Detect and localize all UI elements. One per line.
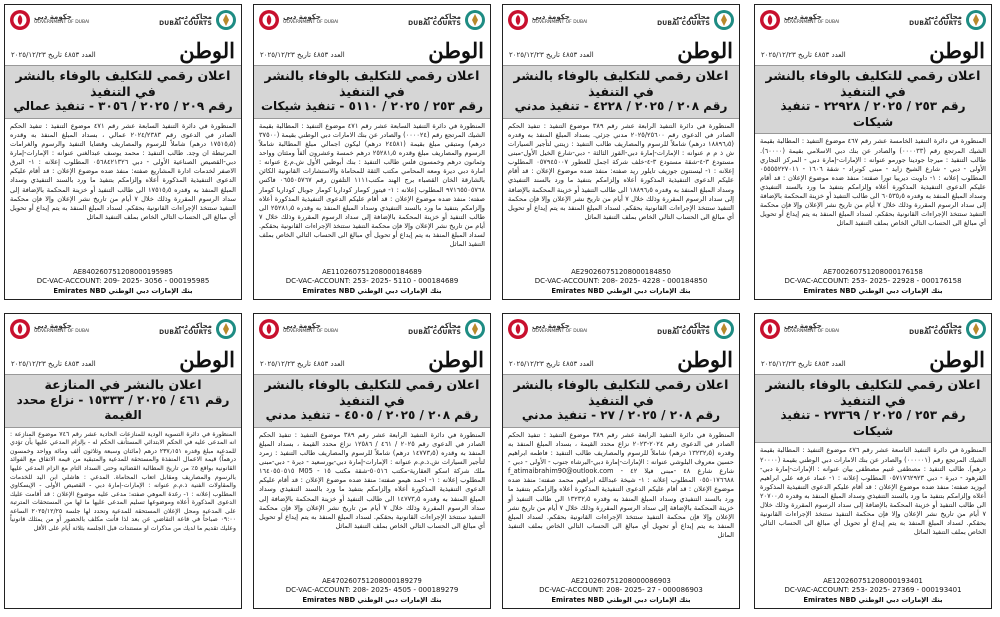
- iban-number: AE210260751208000086903: [571, 577, 671, 586]
- courts-name-ar: محاكم دبي: [174, 321, 212, 330]
- notice-headline: [5, 65, 241, 119]
- issue-number-date: العدد ٤٨٥٣ تاريخ ٢٠٢٥/١٢/٢٣: [761, 360, 846, 368]
- virtual-account-number: DC-VAC-ACCOUNT: 208- 2025- 4228 - 000184850: [534, 277, 708, 286]
- courts-emblem-icon: [464, 318, 486, 340]
- newspaper-brand-row: [761, 344, 985, 372]
- notice-text: المنظورة في دائرة التنفيذ السابعة عشر رقم ٤٧١ موضوع التنفيذ : المطالبة بقيمة الشيك المرتجع رقم (٠٠٠٠٢٤) والصادر عن بنك الامارات دبي الوطني بقيمة (٣٧٥٠٠ درهم) ومتبقي مبلغ بقيمة (٢٤٥٨١ درهم) ليكون اجمالي مبلغ المطالبة شاملاً الرسوم والمصاريف مبلغ وقدره ٢٥٢٨١٫٥ درهم خمسة وعشرون ألفاً ومئتان وواحد وثمانون درهم وخمسون فلس طالب التنفيذ : بنك أبوظبي الأول ش.م.ع عنوانه : امارة دبي ديرة ومعه المحامي مكتب الثقة للمحاماة والاستشارات القانونية الكائن بالشارقة الخان القصباء برج الهند مكتب١١١١ التلفون رقم ٠٦٥٥٠٥٧٦٧ فاكس ٩٧١٦٥٥٠٥٧٦٨ المطلوب إعلانه : ١- فيتوز كومار كوداريا كومار جوبال كوداريا كومار صفته: منفذ ضده موضوع الإعلان : قد أقام عليكم الدعوى التنفيذية المذكورة أعلاه وإلزامكم بتنفيذ ما ورد بالسند التنفيذي وسداد المبلغ المنفذ به وقدره ٢٥٢٨١٫٥ الى طالب التنفيذ أو خزينة المحكمة بالإضافة إلى سداد الرسوم المقررة وذلك خلال ٧ أيام من تاريخ نشر الإعلان وإلا فإن محكمة التنفيذ ستتخذ الإجراءات القانونية بحقكم. لسداد المبلغ المنفذ به يتم إيداع أو تحويل أي مبالغ الى الحساب التالي الخاص بملف التنفيذ الماثل: [259, 121, 486, 249]
- government-name-ar: حكومة دبي: [532, 13, 570, 22]
- bank-name: بنك الإمارات دبي الوطني Emirates NBD: [551, 286, 691, 295]
- courts-name-en: DUBAI COURTS: [909, 328, 962, 336]
- courts-emblem-icon: [215, 9, 237, 31]
- newspaper-brand-row: [11, 344, 235, 372]
- headline-title: اعلان رقمي للتكليف بالوفاء بالنشر في التنفيذ: [15, 68, 231, 99]
- newspaper-brand-row: [509, 35, 733, 63]
- headline-title: اعلان رقمي للتكليف بالوفاء بالنشر في التنفيذ: [264, 68, 480, 99]
- dubai-courts-logo: [159, 316, 237, 342]
- dubai-courts-logo: [408, 316, 486, 342]
- courts-emblem-icon: [215, 318, 237, 340]
- courts-name-en: DUBAI COURTS: [159, 19, 212, 27]
- government-name-ar: حكومة دبي: [283, 322, 321, 331]
- bank-name: بنك الإمارات دبي الوطني Emirates NBD: [302, 595, 442, 604]
- bank-name: بنك الإمارات دبي الوطني Emirates NBD: [551, 595, 691, 604]
- notice-body: [254, 428, 490, 531]
- notice-header: [9, 316, 237, 344]
- bank-name: بنك الإمارات دبي الوطني Emirates NBD: [302, 286, 442, 295]
- courts-emblem-icon: [965, 9, 987, 31]
- notice-text: المنظورة في دائرة التنفيذ السابعة عشر رقم ٤٧١ موضوع التنفيذ : تنفيذ الحكم الصادر في الدعوى رقم ٢٠٢٤/٢٣٨٣ عمالي ، بسداد المبلغ المنفذ به وقدره (١٧٥١٥٫٥ درهم) شاملاً للرسوم والمصاريف وقضايا التنفيذ والرسوم والغرامات المرتبطة ان وجد. طالب التنفيذ : محمد يوسف عبدالغني عنوانه : الإمارات-إمارة دبي-القصيص الصناعية الأولى - دبي ٠٥٦٨٤٢١٣٢٦ المطلوب إعلانه : ١- البرق الاصفر لخدمات ادارة المشاريع صفته: منفذ ضده موضوع الإعلان : قد أقام عليكم الدعوى التنفيذية المذكورة أعلاه وإلزامكم بتنفيذ ما ورد بالسند التنفيذي وسداد المبلغ المنفذ به وقدره ١٧٥١٥٫٥ الى طالب التنفيذ أو خزينة المحكمة بالإضافة إلى سداد الرسوم المقررة وذلك خلال ٧ أيام من تاريخ نشر الإعلان وإلا فإن محكمة التنفيذ ستتخذ الإجراءات القانونية بحقكم. لسداد المبلغ المنفذ به يتم إيداع أو تحويل أي مبالغ الى الحساب التالي الخاص بملف التنفيذ الماثل: [10, 121, 236, 221]
- iban-number: AE120260751208000193401: [823, 577, 923, 586]
- notice-text: المنظورة في دائرة التنفيذ التاسعة عشر رقم ٤٧٦ موضوع التنفيذ : المطالبة بقيمة الشيك المرتجع رقم (٠٠٠٠٠١) والصادر عن بنك الامارات دبي الوطني بقيمة (٢٠٠٠٠ درهم). طالب التنفيذ : مصطفى غنيم مصطفى بيان عنوانه : الإمارات-إمارة دبي-القرهود - ديرة - دبي ٠٥٧١٧٦٢٩٢٣ المطلوب إعلانه : ١- عماد عرفه علي ابراهيم ابوزيد صفته: منفذ ضده موضوع الإعلان : قد أقام عليكم الدعوى التنفيذية المذكورة أعلاه وإلزامكم بتنفيذ ما ورد بالسند التنفيذي وسداد المبلغ المنفذ به وقدره ٢٠٧٠٠٫٥ الى طالب التنفيذ أو خزينة المحكمة بالإضافة إلى سداد الرسوم المقررة وذلك خلال ٧ أيام من تاريخ نشر الإعلان وإلا فإن محكمة التنفيذ ستتخذ الإجراءات القانونية بحقكم. لسداد المبلغ المنفذ به يتم إيداع أو تحويل أي مبالغ الى الحساب التالي الخاص بملف التنفيذ الماثل: [760, 446, 987, 537]
- government-emblem-icon: [258, 318, 280, 340]
- government-of-dubai-logo: [258, 316, 344, 342]
- notice-body: [503, 119, 739, 222]
- iban-number: AE700260751208000176158: [823, 268, 923, 277]
- court-notice-7: [253, 313, 491, 609]
- notice-headline: [254, 65, 490, 119]
- case-number: رقم ٤٦١ / ٢٠٢٥ / ١٥٣٣٣ - نزاع محدد القيمة: [16, 392, 230, 423]
- notice-body: [5, 428, 241, 534]
- courts-name-en: DUBAI COURTS: [408, 328, 461, 336]
- headline-title: اعلان رقمي للتكليف بالوفاء بالنشر في التنفيذ: [765, 377, 981, 408]
- government-emblem-icon: [9, 9, 31, 31]
- dubai-courts-logo: [159, 7, 237, 33]
- court-notice-4: [4, 4, 242, 300]
- notice-header: [258, 7, 486, 35]
- courts-name-ar: محاكم دبي: [924, 321, 962, 330]
- courts-emblem-icon: [464, 9, 486, 31]
- newspaper-title: الوطن: [428, 38, 484, 63]
- case-number: رقم ٢٠٨ / ٢٠٢٥ / ٢٧ - تنفيذ مدني: [521, 408, 721, 423]
- court-notice-2: [502, 4, 740, 300]
- courts-name-en: DUBAI COURTS: [657, 328, 710, 336]
- notice-headline: [503, 65, 739, 119]
- issue-number-date: العدد ٤٨٥٣ تاريخ ٢٠٢٥/١٢/٢٣: [509, 51, 594, 59]
- government-of-dubai-logo: [9, 7, 95, 33]
- virtual-account-number: DC-VAC-ACCOUNT: 208- 2025- 27 - 000086903: [539, 586, 703, 595]
- government-name-ar: حكومة دبي: [784, 322, 822, 331]
- notice-headline: [755, 65, 991, 134]
- headline-title: اعلان رقمي للتكليف بالوفاء بالنشر في التنفيذ: [513, 377, 729, 408]
- notice-header: [9, 7, 237, 35]
- courts-name-en: DUBAI COURTS: [909, 19, 962, 27]
- iban-number: AE110260751208000184689: [322, 268, 422, 277]
- virtual-account-number: DC-VAC-ACCOUNT: 253- 2025- 22928 - 000176158: [784, 277, 962, 286]
- notice-body: [503, 428, 739, 540]
- courts-name-ar: محاكم دبي: [672, 321, 710, 330]
- newspaper-title: الوطن: [677, 38, 733, 63]
- notice-headline: [254, 374, 490, 428]
- courts-name-ar: محاكم دبي: [423, 321, 461, 330]
- iban-number: AE840260751208000195985: [73, 268, 173, 277]
- courts-name-en: DUBAI COURTS: [657, 19, 710, 27]
- newspaper-title: الوطن: [179, 347, 235, 372]
- dubai-courts-logo: [657, 7, 735, 33]
- court-notice-6: [502, 313, 740, 609]
- government-name-en: GOVERNMENT OF DUBAI: [34, 329, 90, 335]
- courts-name-ar: محاكم دبي: [924, 12, 962, 21]
- bank-name: بنك الإمارات دبي الوطني Emirates NBD: [53, 286, 193, 295]
- government-name-ar: حكومة دبي: [34, 322, 72, 331]
- headline-title: اعلان رقمي للتكليف بالوفاء بالنشر في التنفيذ: [513, 68, 729, 99]
- government-emblem-icon: [258, 9, 280, 31]
- virtual-account-number: DC-VAC-ACCOUNT: 208- 2025- 4505 - 000189279: [285, 586, 459, 595]
- newspaper-title: الوطن: [677, 347, 733, 372]
- notice-text: المنظورة في دائرة التنفيذ الخامسة عشر رقم ٤٦٧ موضوع التنفيذ : المطالبة بقيمة الشيك المرتجع رقم (٠٠٠٠٣٣) والصادر عن بنك دبي الاسلامي بقيمة (٦٠٠٠٠). طالب التنفيذ : ميرجا جودينا جورمو عنوانه : الإمارات-إمارة دبي - المركز التجاري الأولى - دبي - شارع الشيخ زايد - مبنى كونراد - شقة ١٦٠٦ - ٠٥٥٥٥٢٢٧٠١١ المطلوب إعلانه : ١- داويت ديريبا تورا صفته: منفذ ضده موضوع الإعلان : قد أقام عليكم الدعوى التنفيذية المذكورة أعلاه وإلزامكم بتنفيذ ما ورد بالسند التنفيذي وسداد المبلغ المنفذ به وقدره ٦٠٥٣٥٫٥ الى طالب التنفيذ أو خزينة المحكمة بالإضافة إلى سداد الرسوم المقررة وذلك خلال ٧ أيام من تاريخ نشر الإعلان وإلا فإن محكمة التنفيذ ستتخذ الإجراءات القانونية بحقكم. لسداد المبلغ المنفذ به يتم إيداع أو تحويل أي مبالغ الى الحساب التالي الخاص بملف التنفيذ الماثل: [760, 137, 987, 228]
- government-name-ar: حكومة دبي: [283, 13, 321, 22]
- newspaper-title: الوطن: [428, 347, 484, 372]
- issue-number-date: العدد ٤٨٥٣ تاريخ ٢٠٢٥/١٢/٢٣: [761, 51, 846, 59]
- courts-name-en: DUBAI COURTS: [159, 328, 212, 336]
- government-name-en: GOVERNMENT OF DUBAI: [532, 329, 588, 335]
- virtual-account-number: DC-VAC-ACCOUNT: 209- 2025- 3056 - 000195985: [36, 277, 210, 286]
- notice-body: [755, 443, 991, 537]
- notice-header: [507, 7, 735, 35]
- case-number: رقم ٢٥٣ / ٢٠٢٥ / ٢٧٣٦٩ - تنفيذ شيكات: [780, 408, 966, 438]
- court-notice-8: [4, 313, 242, 609]
- newspaper-brand-row: [260, 344, 484, 372]
- court-notice-1: [754, 4, 992, 300]
- issue-number-date: العدد ٤٨٥٣ تاريخ ٢٠٢٥/١٢/٢٣: [11, 360, 96, 368]
- issue-number-date: العدد ٤٨٥٣ تاريخ ٢٠٢٥/١٢/٢٣: [260, 51, 345, 59]
- notice-body: [5, 119, 241, 222]
- dubai-courts-logo: [657, 316, 735, 342]
- government-emblem-icon: [507, 9, 529, 31]
- notice-header: [759, 7, 987, 35]
- government-of-dubai-logo: [759, 7, 845, 33]
- case-number: رقم ٢٠٨ / ٢٠٢٥ / ٤٥٠٥ - تنفيذ مدني: [265, 408, 479, 423]
- payment-details: [10, 268, 236, 296]
- virtual-account-number: DC-VAC-ACCOUNT: 253- 2025- 5110 - 000184689: [285, 277, 459, 286]
- payment-details: [508, 577, 734, 605]
- bank-name: بنك الإمارات دبي الوطني Emirates NBD: [803, 595, 943, 604]
- newspaper-title: الوطن: [179, 38, 235, 63]
- notice-headline: [755, 374, 991, 443]
- government-of-dubai-logo: [9, 316, 95, 342]
- notice-text: المنظورة في دائرة التنفيذ الرابعة عشر رقم ٣٨٩ موضوع التنفيذ : تنفيذ الحكم الصادر في الدعوى رقم ٢٠٢٥/٢٥٦٠٠ مدني جزئي. بسداد المبلغ المنفذ به وقدره (١٨٨٩٦٫٥ درهم) شاملاً للرسوم والمصاريف طالب التنفيذ : زينتي لتأجير السيارات ش ذ م م عنوانه : الإمارات-إمارة دبي-القوز الثالثة - دبي-شارع الخيل الأول-مبنى مستودع ٣-٤-شقة مستودع ٣-٤-خلف شركة اجمل للعطور ٠٥٧٩٤٥٠٠٧ المطلوب إعلانه : ١- ليسنتون جوزيف تايلور ريد صفته: منفذ ضده موضوع الإعلان : قد أقام عليكم الدعوى التنفيذية المذكورة أعلاه وإلزامكم بتنفيذ ما ورد بالسند التنفيذي وسداد المبلغ المنفذ به وقدره ١٨٨٩٦٫٥ الى طالب التنفيذ أو خزينة المحكمة بالإضافة إلى سداد الرسوم المقررة وذلك خلال ٧ أيام من تاريخ نشر الإعلان وإلا فإن محكمة التنفيذ ستتخذ الإجراءات القانونية بحقكم. لسداد المبلغ المنفذ به يتم إيداع أو تحويل أي مبالغ الى الحساب التالي الخاص بملف التنفيذ الماثل: [508, 121, 735, 221]
- notice-headline: [5, 374, 241, 428]
- newspaper-brand-row: [761, 35, 985, 63]
- government-emblem-icon: [759, 9, 781, 31]
- case-number: رقم ٢٠٨ / ٢٠٢٥ / ٤٢٢٨ - تنفيذ مدني: [514, 99, 728, 114]
- notice-body: [755, 134, 991, 228]
- government-name-ar: حكومة دبي: [34, 13, 72, 22]
- issue-number-date: العدد ٤٨٥٣ تاريخ ٢٠٢٥/١٢/٢٣: [260, 360, 345, 368]
- payment-details: [508, 268, 734, 296]
- headline-title: اعلان رقمي للتكليف بالوفاء بالنشر في التنفيذ: [264, 377, 480, 408]
- courts-emblem-icon: [965, 318, 987, 340]
- case-number: رقم ٢٥٣ / ٢٠٢٥ / ٢٢٩٢٨ - تنفيذ شيكات: [780, 99, 966, 129]
- government-of-dubai-logo: [759, 316, 845, 342]
- government-name-ar: حكومة دبي: [532, 322, 570, 331]
- courts-name-ar: محاكم دبي: [174, 12, 212, 21]
- notice-header: [258, 316, 486, 344]
- government-name-ar: حكومة دبي: [784, 13, 822, 22]
- iban-number: AE290260751208000184850: [571, 268, 671, 277]
- notice-header: [759, 316, 987, 344]
- government-name-en: GOVERNMENT OF DUBAI: [283, 329, 339, 335]
- courts-name-ar: محاكم دبي: [672, 12, 710, 21]
- courts-emblem-icon: [713, 9, 735, 31]
- dubai-courts-logo: [909, 316, 987, 342]
- newspaper-brand-row: [509, 344, 733, 372]
- newspaper-brand-row: [260, 35, 484, 63]
- government-of-dubai-logo: [258, 7, 344, 33]
- courts-emblem-icon: [713, 318, 735, 340]
- notice-text: المنظورة في دائرة التسوية الودية للمنازعات الحادية عشر رقم ٧٤٦ موضوع المنازعة : انه المدعى عليه في الحكم الابتدائي المستأنف الحكم له - بإلزام المدعي عليها بأن تؤدي للمدعية مبلغ وقدره ٢٣٧٫١٥١ درهم (مائتان وسبعة وثلاثون ألف ومائة وواحد وخمسون درهماً) قيمة الاعمال المنفذة والمستحقة للمدعية والمتبقية من قيمة الاتفاق مع الفوائد القانونية بواقع ٥٪ من تاريخ المطالبة القضائية وحتى السداد التام مع الزام المدعي عليها بالرسوم والمصاريف ومقابل اتعاب المحاماة. المدعي : هاشلي ابن اليد للخدمات والمقاولات الفنية ذ.م.م عنوانه : الإمارات-إمارة دبي - القصيص الأولى - الإيسكاوي المطلوب إعلانه : ١- رغدة الموهي صفته: مدعى عليه موضوع الإعلان : قد أقامت عليك الدعوى المذكورة أعلاه وموضوعها تسليم المدعى عليها ما لها من المستحقات المترتبة على المدعية ومحل الإعلان المستحقة للمدعية وتحدد لها جلسة ٢٠٢٥/١٢/٢٥ الساعة ٠٩:٠٠ صباحاً في قاعة التقاضي عن بعد لذا فأنت مكلف بالحضور أو من يمثلك قانونياً وعليك تقديم ما لديك من مذكرات او مستندات قبل الجلسة بثلاثة أيام على الأقل: [10, 430, 236, 532]
- dubai-courts-logo: [909, 7, 987, 33]
- issue-number-date: العدد ٤٨٥٣ تاريخ ٢٠٢٥/١٢/٢٣: [509, 360, 594, 368]
- government-name-en: GOVERNMENT OF DUBAI: [784, 20, 840, 26]
- government-of-dubai-logo: [507, 316, 593, 342]
- case-number: رقم ٢٠٩ / ٢٠٢٥ / ٣٠٥٦ - تنفيذ عمالي: [13, 99, 233, 114]
- newspaper-title: الوطن: [929, 38, 985, 63]
- issue-number-date: العدد ٤٨٥٣ تاريخ ٢٠٢٥/١٢/٢٣: [11, 51, 96, 59]
- payment-details: [760, 577, 986, 605]
- government-of-dubai-logo: [507, 7, 593, 33]
- newspaper-title: الوطن: [929, 347, 985, 372]
- courts-name-ar: محاكم دبي: [423, 12, 461, 21]
- government-name-en: GOVERNMENT OF DUBAI: [34, 20, 90, 26]
- government-name-en: GOVERNMENT OF DUBAI: [784, 329, 840, 335]
- iban-number: AE470260751208000189279: [322, 577, 422, 586]
- courts-name-en: DUBAI COURTS: [408, 19, 461, 27]
- payment-details: [259, 268, 485, 296]
- payment-details: [259, 577, 485, 605]
- headline-title: اعلان بالنشر في المنازعة: [44, 377, 202, 392]
- notice-text: المنظورة في دائرة التنفيذ الرابعة عشر رقم ٣٨٩ موضوع التنفيذ : تنفيذ الحكم الصادر في الدعوى رقم ٢٠٢٤-٢٠٢٣ نزاع محدد القيمة ، بسداد المبلغ المنفذ به وقدره (١٣٢٣٢٫٥ درهم) شاملاً للرسوم والمصاريف طالب التنفيذ : فاطمه ابراهيم حسين معروف البلوشي عنوانه : الإمارات-إمارة دبي-البرشاء جنوب - الأولى - دبي - شارع شارع ٤٨ -مبنى فيلا ٤٢ - f_atimaibrahim90@outlook.com ٠٥٥٠١٧٦٦٨٨ المطلوب إعلانه : ١- شيخة عبدالله ابراهيم محمد صفته: منفذ ضده موضوع الإعلان : قد أقام عليكم الدعوى التنفيذية المذكورة أعلاه وإلزامكم بتنفيذ ما ورد بالسند التنفيذي وسداد المبلغ المنفذ به وقدره ١٣٢٣٢٫٥ الى طالب التنفيذ أو خزينة المحكمة بالإضافة إلى سداد الرسوم المقررة وذلك خلال ٧ أيام من تاريخ نشر الإعلان وإلا فإن محكمة التنفيذ ستتخذ الإجراءات القانونية بحقكم. لسداد المبلغ المنفذ به يتم إيداع أو تحويل أي مبالغ الى الحساب التالي الخاص بملف التنفيذ الماثل: [508, 430, 735, 539]
- notice-header: [507, 316, 735, 344]
- case-number: رقم ٢٥٣ / ٢٠٢٥ / ٥١١٠ - تنفيذ شيكات: [260, 99, 484, 114]
- notice-headline: [503, 374, 739, 428]
- government-emblem-icon: [507, 318, 529, 340]
- newspaper-brand-row: [11, 35, 235, 63]
- notice-body: [254, 119, 490, 249]
- headline-title: اعلان رقمي للتكليف بالوفاء بالنشر في التنفيذ: [765, 68, 981, 99]
- notice-text: المنظورة في دائرة التنفيذ الرابعة عشر رقم ٣٨٩ موضوع التنفيذ : تنفيذ الحكم الصادر في الدعوى رقم ٢٠٢٥ / ٤٦١ / ١٢٥٨٦ نزاع محدد القيمة ، بسداد المبلغ المنفذ به وقدره (١٤٧٧٣٫٥ درهم) شاملاً للرسوم والمصاريف طالب التنفيذ : زمرد لتأجير السيارات ش.ذ.م.م عنوانه : الإمارات-إمارة دبي-بورسعيد - ديرة - دبي-مبنى ملك شركة اسكو العقارية-مكتب ٥٠٥١٦-شقة مكتب ١٥ - M05 ١٦٤٠٥٥٠٥١٥ المطلوب إعلانه : ١- احمد هيمو صفته: منفذ ضده موضوع الإعلان : قد أقام عليكم الدعوى التنفيذية المذكورة أعلاه وإلزامكم بتنفيذ ما ورد بالسند التنفيذي وسداد المبلغ المنفذ به وقدره ١٤٧٧٣٫٥ الى طالب التنفيذ أو خزينة المحكمة بالإضافة إلى سداد الرسوم المقررة وذلك خلال ٧ أيام من تاريخ نشر الإعلان وإلا فإن محكمة التنفيذ ستتخذ الإجراءات القانونية بحقكم. لسداد المبلغ المنفذ به يتم إيداع أو تحويل أي مبالغ الى الحساب التالي الخاص بملف التنفيذ الماثل: [259, 430, 486, 530]
- government-name-en: GOVERNMENT OF DUBAI: [283, 20, 339, 26]
- court-notice-5: [754, 313, 992, 609]
- government-name-en: GOVERNMENT OF DUBAI: [532, 20, 588, 26]
- court-notice-3: [253, 4, 491, 300]
- dubai-courts-logo: [408, 7, 486, 33]
- government-emblem-icon: [9, 318, 31, 340]
- bank-name: بنك الإمارات دبي الوطني Emirates NBD: [803, 286, 943, 295]
- payment-details: [760, 268, 986, 296]
- government-emblem-icon: [759, 318, 781, 340]
- virtual-account-number: DC-VAC-ACCOUNT: 253- 2025- 27369 - 000193401: [784, 586, 962, 595]
